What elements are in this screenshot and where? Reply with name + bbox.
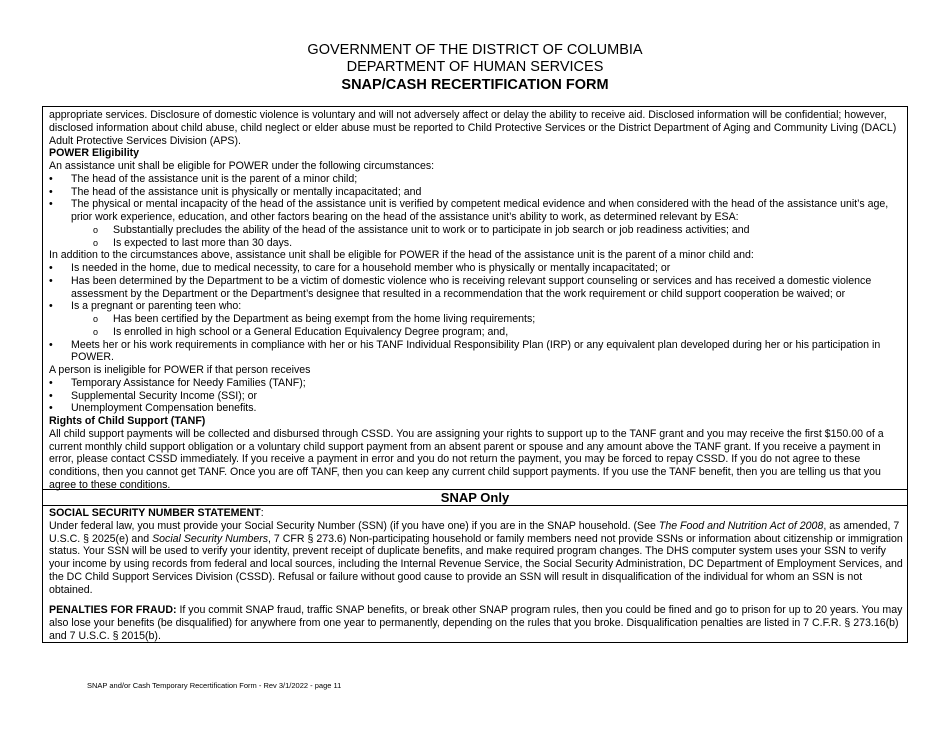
power-eligibility-heading: POWER Eligibility <box>49 147 140 160</box>
ssn-statement <box>49 520 905 597</box>
header-department: DEPARTMENT OF HUMAN SERVICES <box>346 59 604 75</box>
ineligible-intro: A person is ineligible for POWER if that person receives <box>49 364 311 376</box>
list-item: • The head of the assistance unit is the parent of a minor child; <box>49 173 905 186</box>
power-additional-list <box>49 262 905 364</box>
ssn-cfr-title: Social Security Numbers <box>152 532 269 545</box>
list-item: • Is a pregnant or parenting teen who: <box>49 300 905 313</box>
fraud-statement <box>49 604 905 642</box>
snap-only-heading: SNAP Only <box>43 489 907 506</box>
list-item: • Unemployment Compensation benefits. <box>49 402 905 415</box>
fraud-text: If you commit SNAP fraud, traffic SNAP benefits, or break other SNAP program rules, then you could be fined and go to prison for up to 20 years. You may also lose your benefits (be disqualified) for anywhere from one year to permanently, depending on the rules that you broke. Disqualification penalties are listed in 7 C.F.R. § 273.16(b) and 7 U.S.C. § 2015(b). <box>49 604 903 642</box>
list-item: • Temporary Assistance for Needy Families (TANF); <box>49 377 905 390</box>
ssn-heading: SOCIAL SECURITY NUMBER STATEMENT <box>49 507 261 519</box>
list-item: • Is needed in the home, due to medical necessity, to care for a household member who is physically or mentally incapacitated; or <box>49 262 905 275</box>
domestic-violence-text: appropriate services. Disclosure of domestic violence is voluntary and will not adversely affect or delay the ability to receive aid. Disclosed information will be confidential; however, disclosed information about child abuse, child neglect or elder abuse must be reported to Child Protective Services or the District Department of Aging and Community Living (DACL) Adult Protective Services Division (APS). <box>49 109 897 147</box>
list-item: • Has been determined by the Department to be a victim of domestic violence who is receiving relevant support counseling or services and has received a domestic violence assessment by the Department or the Department’s designee that resulted in a recommendation that the work requirement or child support cooperation be waived; or <box>49 275 905 301</box>
ssn-heading-colon: : <box>260 507 264 519</box>
ssn-text: Under federal law, you must provide your Social Security Number (SSN) (if you have one) if you are in the SNAP household. (See <box>49 519 659 532</box>
list-item: • Meets her or his work requirements in compliance with her or his TANF Individual Responsibility Plan (IRP) or any equivalent plan developed during her or his participation in POWER. <box>49 339 905 365</box>
form-title: SNAP/CASH RECERTIFICATION FORM <box>341 77 609 93</box>
child-support-text: All child support payments will be collected and disbursed through CSSD. You are assigning your rights to support up to the TANF grant and you may receive the first $150.00 of a current monthly child support obligation or a voluntary child support payment from an absent parent or spouse and any amount above the TANF grant. If you receive a payment in error, please contact CSSD immediately. If you receive a payment in error and you do not return the payment, you may be forced to repay CSSD. If you do not agree to these conditions, then you cannot get TANF. Once you are off TANF, then you can keep any current child support payments. If you use the TANF benefit, then you are telling us that you agree to these conditions. <box>49 427 884 491</box>
snap-section <box>49 507 905 643</box>
sub-list-item: o Is enrolled in high school or a General Education Equivalency Degree program; and, <box>49 326 905 339</box>
list-item: • The physical or mental incapacity of the head of the assistance unit is verified by competent medical evidence and when considered with the head of the assistance unit’s age, prior work experience, education, and other factors bearing on the head of the assistance unit’s ability to work, as determined relevant by ESA: <box>49 198 905 224</box>
power-intro: An assistance unit shall be eligible for POWER under the following circumstances: <box>49 160 435 172</box>
header-government: GOVERNMENT OF THE DISTRICT OF COLUMBIA <box>307 42 643 58</box>
ssn-text: , 7 CFR § 273.6) Non-participating household or family members need not provide SSNs or information about citizenship or immigration status. Your SSN will be used to verify your identity, prevent receipt of duplicate benefits, and make required program changes. The DHS computer system uses your SSN to verify your income by using records from federal and local sources, including the Internal Revenue Service, the Social Security Administration, DC Department of Employment Services, and the DC Child Support Services Division (CSSD). Refusal or failure without good cause to provide an SSN will result in disqualification of the individual for whom an SSN is not obtained. <box>49 532 903 596</box>
list-item: • The head of the assistance unit is physically or mentally incapacitated; and <box>49 186 905 199</box>
child-support-heading: Rights of Child Support (TANF) <box>49 415 206 427</box>
power-addition: In addition to the circumstances above, assistance unit shall be eligible for POWER if the head of the assistance unit is the parent of a minor child and: <box>49 249 754 262</box>
ssn-heading-line <box>49 507 905 520</box>
sub-list-item: o Is expected to last more than 30 days. <box>49 237 905 250</box>
ssn-act-title: The Food and Nutrition Act of 2008 <box>658 519 824 532</box>
eligibility-section <box>49 109 905 492</box>
sub-list-item: o Substantially precludes the ability of the head of the assistance unit to work or to participate in job search or job readiness activities; and <box>49 224 905 237</box>
sub-list-item: o Has been certified by the Department as being exempt from the home living requirements; <box>49 313 905 326</box>
fraud-heading: PENALTIES FOR FRAUD: <box>49 604 177 617</box>
ssn-text: , as amended, 7 U.S.C. § 2025(e) and <box>49 519 900 545</box>
ineligible-list <box>49 377 905 415</box>
form-content-box <box>42 106 908 643</box>
page-header <box>0 42 950 95</box>
page-footer: SNAP and/or Cash Temporary Recertification Form - Rev 3/1/2022 - page 11 <box>87 681 342 690</box>
power-criteria-list <box>49 173 905 250</box>
list-item: • Supplemental Security Income (SSI); or <box>49 390 905 403</box>
